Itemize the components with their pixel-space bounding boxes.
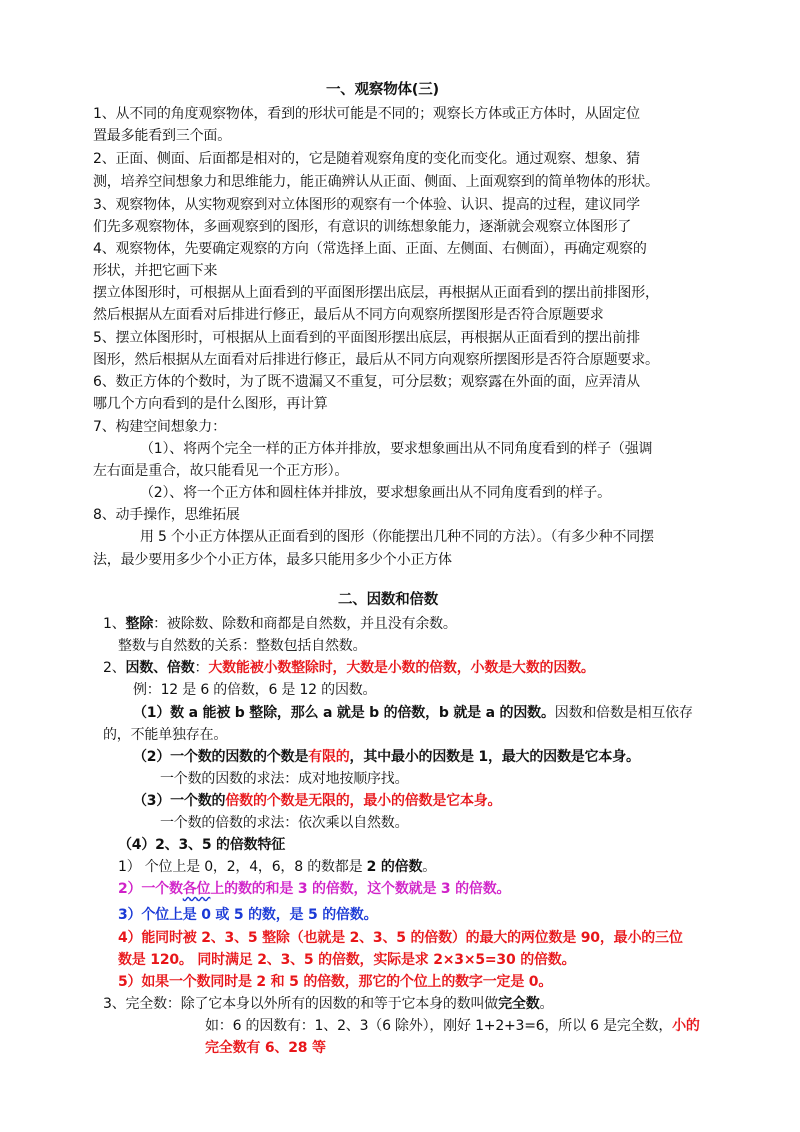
paragraph-line: 5、摆立体图形时，可根据从上面看到的平面图形摆出底层，再根据从正面看到的摆出前排 bbox=[93, 330, 640, 346]
paragraph-line: 2、正面、侧面、后面都是相对的，它是随着观察角度的变化而变化。通过观察、想象、猜 bbox=[93, 151, 640, 167]
paragraph-line: 法，最少要用多少个小正方体，最多只能用多少个小正方体 bbox=[93, 552, 452, 568]
paragraph-line: 例：12 是 6 的倍数，6 是 12 的因数。 bbox=[133, 682, 377, 698]
paragraph-line: 2）一个数各位上的数的和是 3 的倍数，这个数就是 3 的倍数。 bbox=[118, 881, 511, 897]
paragraph-line: （2）、将一个正方体和圆柱体并排放，要求想象画出从不同角度看到的样子。 bbox=[140, 485, 611, 501]
paragraph-line: 1） 个位上是 0，2，4，6，8 的数都是 2 的倍数。 bbox=[118, 859, 437, 875]
paragraph-line: （3）一个数的倍数的个数是无限的，最小的倍数是它本身。 bbox=[133, 793, 502, 809]
paragraph-line: 数是 120。 同时满足 2、3、5 的倍数，实际是求 2×3×5=30 的倍数。 bbox=[118, 952, 576, 968]
paragraph-line: 完全数有 6、28 等 bbox=[205, 1040, 326, 1056]
section-title-factors: 二、因数和倍数 bbox=[338, 592, 439, 608]
paragraph-line: 1、整除：被除数、除数和商都是自然数，并且没有余数。 bbox=[103, 616, 457, 632]
paragraph-line: 1、从不同的角度观察物体，看到的形状可能是不同的；观察长方体或正方体时，从固定位 bbox=[93, 106, 640, 122]
paragraph-line: 的，不能单独存在。 bbox=[103, 727, 228, 743]
paragraph-line: 6、数正方体的个数时，为了既不遗漏又不重复，可分层数；观察露在外面的面，应弄清从 bbox=[93, 374, 640, 390]
paragraph-line: 一个数的倍数的求法：依次乘以自然数。 bbox=[160, 815, 409, 831]
paragraph-line: 用 5 个小正方体摆从正面看到的图形（你能摆出几种不同的方法）。（有多少种不同摆 bbox=[140, 529, 654, 545]
paragraph-line: 置最多能看到三个面。 bbox=[93, 128, 231, 144]
paragraph-line: 然后根据从左面看对后排进行修正，最后从不同方向观察所摆图形是否符合原题要求 bbox=[93, 307, 604, 323]
paragraph-line: 5）如果一个数同时是 2 和 5 的倍数，那它的个位上的数字一定是 0。 bbox=[118, 974, 553, 990]
paragraph-line: 图形，然后根据从左面看对后排进行修正，最后从不同方向观察所摆图形是否符合原题要求。 bbox=[93, 352, 659, 368]
section-title-observe: 一、观察物体(三) bbox=[326, 82, 439, 98]
paragraph-line: 8、动手操作，思维拓展 bbox=[93, 507, 240, 523]
paragraph-line: 左右面是重合，故只能看见一个正方形）。 bbox=[93, 463, 349, 479]
paragraph-line: 4）能同时被 2、3、5 整除（也就是 2、3、5 的倍数）的最大的两位数是 90，最小的三位 bbox=[118, 930, 683, 946]
paragraph-line: 3、完全数：除了它本身以外所有的因数的和等于它本身的数叫做完全数。 bbox=[103, 996, 554, 1012]
paragraph-line: 们先多观察物体，多画观察到的图形，有意识的训练想象能力，逐渐就会观察立体图形了 bbox=[93, 219, 632, 235]
paragraph-line: 7、构建空间想象力： bbox=[93, 419, 226, 435]
paragraph-line: （1）数 a 能被 b 整除，那么 a 就是 b 的倍数，b 就是 a 的因数。因数和倍数是相互依存 bbox=[133, 705, 693, 721]
paragraph-line: （2）一个数的因数的个数是有限的，其中最小的因数是 1，最大的因数是它本身。 bbox=[133, 749, 640, 765]
paragraph-line: 2、因数、倍数：大数能被小数整除时，大数是小数的倍数，小数是大数的因数。 bbox=[103, 660, 595, 676]
paragraph-line: 3）个位上是 0 或 5 的数，是 5 的倍数。 bbox=[118, 907, 378, 923]
paragraph-line: 摆立体图形时，可根据从上面看到的平面图形摆出底层，再根据从正面看到的摆出前排图形， bbox=[93, 285, 659, 301]
paragraph-line: 哪几个方向看到的是什么图形，再计算 bbox=[93, 396, 328, 412]
paragraph-line: 形状，并把它画下来 bbox=[93, 263, 218, 279]
paragraph-line: 一个数的因数的求法：成对地按顺序找。 bbox=[160, 771, 409, 787]
paragraph-line: （4）2、3、5 的倍数特征 bbox=[118, 837, 286, 853]
paragraph-line: 3、观察物体，从实物观察到对立体图形的观察有一个体验、认识、提高的过程，建议同学 bbox=[93, 197, 640, 213]
paragraph-line: 如：6 的因数有：1、2、3（6 除外），刚好 1+2+3=6，所以 6 是完全数，小的 bbox=[205, 1018, 700, 1034]
paragraph-line: 4、观察物体，先要确定观察的方向（常选择上面、正面、左侧面、右侧面），再确定观察的 bbox=[93, 241, 647, 257]
paragraph-line: 整数与自然数的关系：整数包括自然数。 bbox=[118, 638, 367, 654]
paragraph-line: （1）、将两个完全一样的正方体并排放，要求想象画出从不同角度看到的样子（强调 bbox=[140, 441, 653, 457]
paragraph-line: 测，培养空间想象力和思维能力，能正确辨认从正面、侧面、上面观察到的简单物体的形状。 bbox=[93, 174, 659, 190]
